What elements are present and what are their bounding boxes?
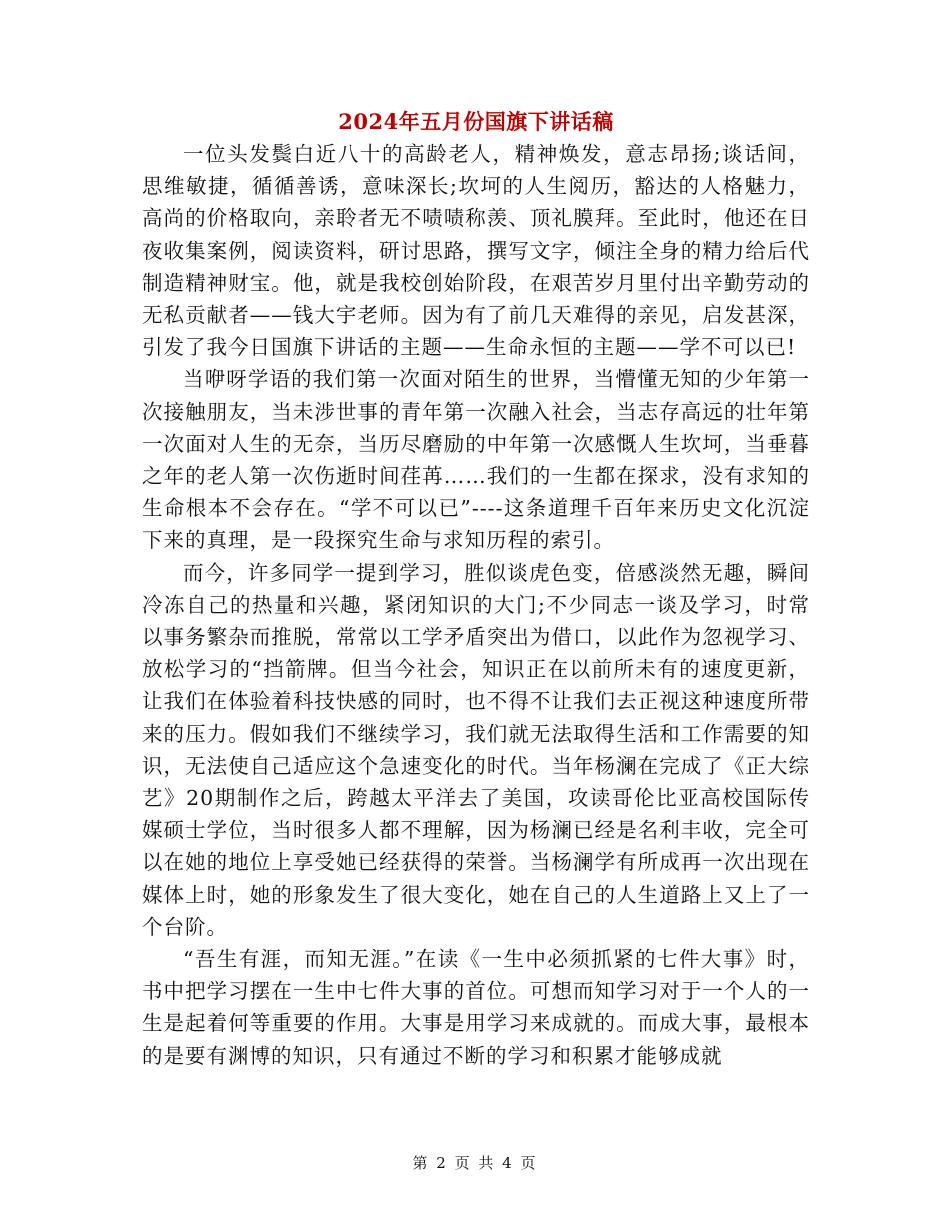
paragraph-1: 一位头发鬓白近八十的高龄老人，精神焕发，意志昂扬;谈话间，思维敏捷，循循善诱，意味深长;坎坷的人生阅历，豁达的人格魅力，高尚的价格取向，亲聆者无不啧啧称羡、顶礼膜拜。至此时，他还在日夜收集案例，阅读资料，研讨思路，撰写文字，倾注全身的精力给后代制造精神财宝。他，就是我校创始阶段，在艰苦岁月里付出辛勤劳动的无私贡献者——钱大宇老师。因为有了前几天难得的亲见，启发甚深，引发了我今日国旗下讲话的主题——生命永恒的主题——学不可以已!	[142, 142, 810, 360]
paragraph-4: “吾生有涯，而知无涯。”在读《一生中必须抓紧的七件大事》时，书中把学习摆在一生中七件大事的首位。可想而知学习对于一个人的一生是起着何等重要的作用。大事是用学习来成就的。而成大事，最根本的是要有渊博的知识，只有通过不断的学习和积累才能够成就	[142, 947, 810, 1068]
paragraph-2: 当咿呀学语的我们第一次面对陌生的世界，当懵懂无知的少年第一次接触朋友，当未涉世事的青年第一次融入社会，当志存高远的壮年第一次面对人生的无奈，当历尽磨励的中年第一次感慨人生坎坷，当垂暮之年的老人第一次伤逝时间荏苒……我们的一生都在探求，没有求知的生命根本不会存在。“学不可以已”----这条道理千百年来历史文化沉淀下来的真理，是一段探究生命与求知历程的索引。	[142, 367, 810, 553]
paragraph-3: 而今，许多同学一提到学习，胜似谈虎色变，倍感淡然无趣，瞬间冷冻自己的热量和兴趣，紧闭知识的大门;不少同志一谈及学习，时常以事务繁杂而推脱，常常以工学矛盾突出为借口，以此作为忽视学习、放松学习的“挡箭牌。但当今社会，知识正在以前所未有的速度更新，让我们在体验着科技快感的同时，也不得不让我们去正视这种速度所带来的压力。假如我们不继续学习，我们就无法取得生活和工作需要的知识，无法使自己适应这个急速变化的时代。当年杨澜在完成了《正大综艺》20期制作之后，跨越太平洋去了美国，攻读哥伦比亚高校国际传媒硕士学位，当时很多人都不理解，因为杨澜已经是名利丰收，完全可以在她的地位上享受她已经获得的荣誉。当杨澜学有所成再一次出现在媒体上时，她的形象发生了很大变化，她在自己的人生道路上又上了一个台阶。	[142, 560, 810, 939]
page-title: 2024年五月份国旗下讲话稿	[338, 109, 614, 134]
page-number-footer: 第 2 页 共 4 页	[412, 1154, 538, 1172]
document-page	[142, 106, 810, 1072]
